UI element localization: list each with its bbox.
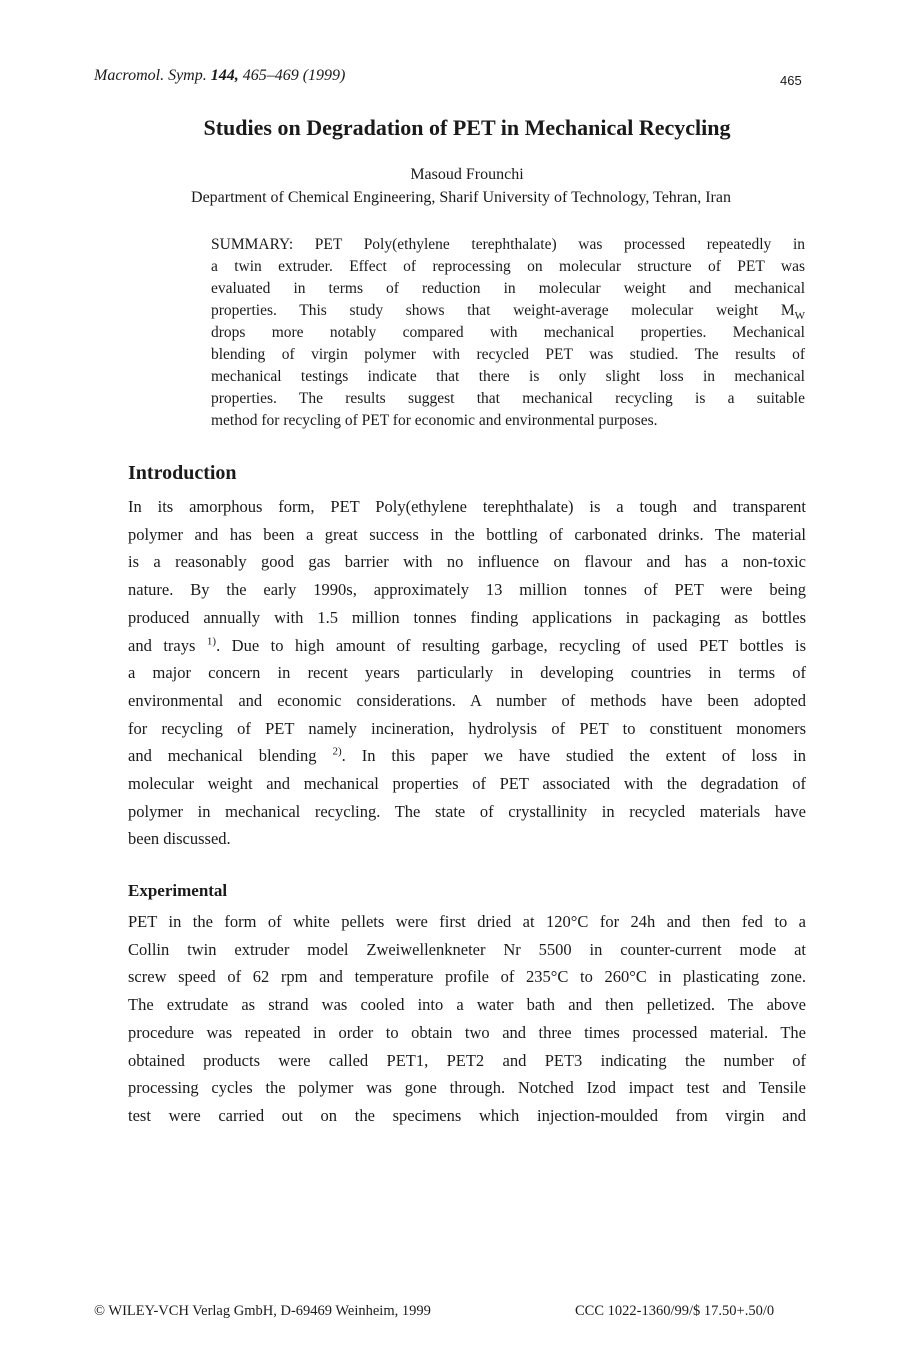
intro-line-with-ref bbox=[128, 742, 806, 770]
intro-line: In its amorphous form, PET Poly(ethylene terephthalate) is a tough and transparent bbox=[128, 497, 806, 516]
page-number: 465 bbox=[780, 73, 802, 88]
introduction-body bbox=[128, 493, 806, 853]
summary-line-with-subscript bbox=[211, 300, 805, 322]
summary-line-text: properties. This study shows that weight-average molecular weight M bbox=[211, 302, 795, 319]
mw-subscript: W bbox=[794, 310, 805, 323]
summary-line: mechanical testings indicate that there is only slight loss in mechanical bbox=[211, 368, 805, 385]
summary-line: evaluated in terms of reduction in molecular weight and mechanical bbox=[211, 280, 805, 297]
intro-line: a major concern in recent years particularly in developing countries in terms of bbox=[128, 663, 806, 683]
paper-title: Studies on Degradation of PET in Mechanical Recycling bbox=[203, 115, 731, 140]
reference-2: 2) bbox=[332, 745, 342, 758]
summary-abstract bbox=[211, 234, 805, 432]
intro-line: is a reasonably good gas barrier with no influence on flavour and has a non-toxic bbox=[128, 552, 806, 572]
exp-line: Collin twin extruder model Zweiwellenkneter Nr 5500 in counter-current mode at bbox=[128, 939, 806, 959]
summary-line: SUMMARY: PET Poly(ethylene terephthalate) was processed repeatedly in bbox=[211, 236, 805, 253]
exp-line: procedure was repeated in order to obtain two and three times processed material. The bbox=[128, 1022, 806, 1042]
summary-line: properties. The results suggest that mechanical recycling is a suitable bbox=[211, 390, 805, 407]
journal-pages-year: 465–469 (1999) bbox=[238, 67, 346, 84]
exp-line: test were carried out on the specimens which injection-moulded from virgin and bbox=[128, 1105, 806, 1125]
intro-line: nature. By the early 1990s, approximately 13 million tonnes of PET were being bbox=[128, 580, 806, 600]
exp-line: The extrudate as strand was cooled into a water bath and then pelletized. The above bbox=[128, 995, 806, 1015]
intro-line-text: . Due to high amount of resulting garbage, recycling of used PET bottles is bbox=[216, 635, 806, 655]
journal-volume: 144, bbox=[210, 67, 239, 84]
intro-line: molecular weight and mechanical properties of PET associated with the degradation of bbox=[128, 774, 806, 794]
intro-line: polymer in mechanical recycling. The state of crystallinity in recycled materials have bbox=[128, 801, 806, 821]
journal-name: Macromol. Symp. bbox=[94, 67, 211, 84]
exp-line: obtained products were called PET1, PET2 and PET3 indicating the number of bbox=[128, 1050, 806, 1070]
experimental-body bbox=[128, 908, 806, 1130]
intro-line: polymer and has been a great success in the bottling of carbonated drinks. The material bbox=[128, 524, 806, 544]
exp-line: PET in the form of white pellets were first dried at 120°C for 24h and then fed to a bbox=[128, 912, 806, 931]
ccc-code-footer: CCC 1022-1360/99/$ 17.50+.50/0 bbox=[575, 1303, 775, 1319]
summary-line: drops more notably compared with mechanical properties. Mechanical bbox=[211, 324, 805, 341]
author-affiliation: Department of Chemical Engineering, Sharif University of Technology, Tehran, Iran bbox=[191, 189, 731, 206]
experimental-heading: Experimental bbox=[128, 881, 228, 900]
intro-line: been discussed. bbox=[128, 829, 231, 849]
reference-1: 1) bbox=[206, 635, 217, 648]
journal-citation bbox=[94, 67, 345, 85]
summary-line: blending of virgin polymer with recycled PET was studied. The results of bbox=[211, 346, 805, 363]
summary-line: method for recycling of PET for economic and environmental purposes. bbox=[211, 412, 658, 429]
copyright-footer: © WILEY-VCH Verlag GmbH, D-69469 Weinheim, 1999 bbox=[94, 1303, 431, 1319]
intro-line-text: and mechanical blending bbox=[128, 746, 333, 766]
intro-line-with-ref bbox=[128, 632, 806, 660]
exp-line: processing cycles the polymer was gone through. Notched Izod impact test and Tensile bbox=[128, 1078, 806, 1098]
introduction-heading: Introduction bbox=[128, 462, 237, 484]
intro-line: for recycling of PET namely incineration, hydrolysis of PET to constituent monomers bbox=[128, 718, 806, 738]
intro-line-text: and trays bbox=[128, 635, 207, 655]
intro-line-text: . In this paper we have studied the extent of loss in bbox=[341, 746, 806, 766]
summary-line: a twin extruder. Effect of reprocessing on molecular structure of PET was bbox=[211, 258, 805, 275]
exp-line: screw speed of 62 rpm and temperature profile of 235°C to 260°C in plasticating zone. bbox=[128, 967, 806, 987]
intro-line: produced annually with 1.5 million tonnes finding applications in packaging as bottles bbox=[128, 607, 806, 627]
author-name: Masoud Frounchi bbox=[410, 166, 524, 183]
intro-line: environmental and economic considerations. A number of methods have been adopted bbox=[128, 690, 806, 710]
